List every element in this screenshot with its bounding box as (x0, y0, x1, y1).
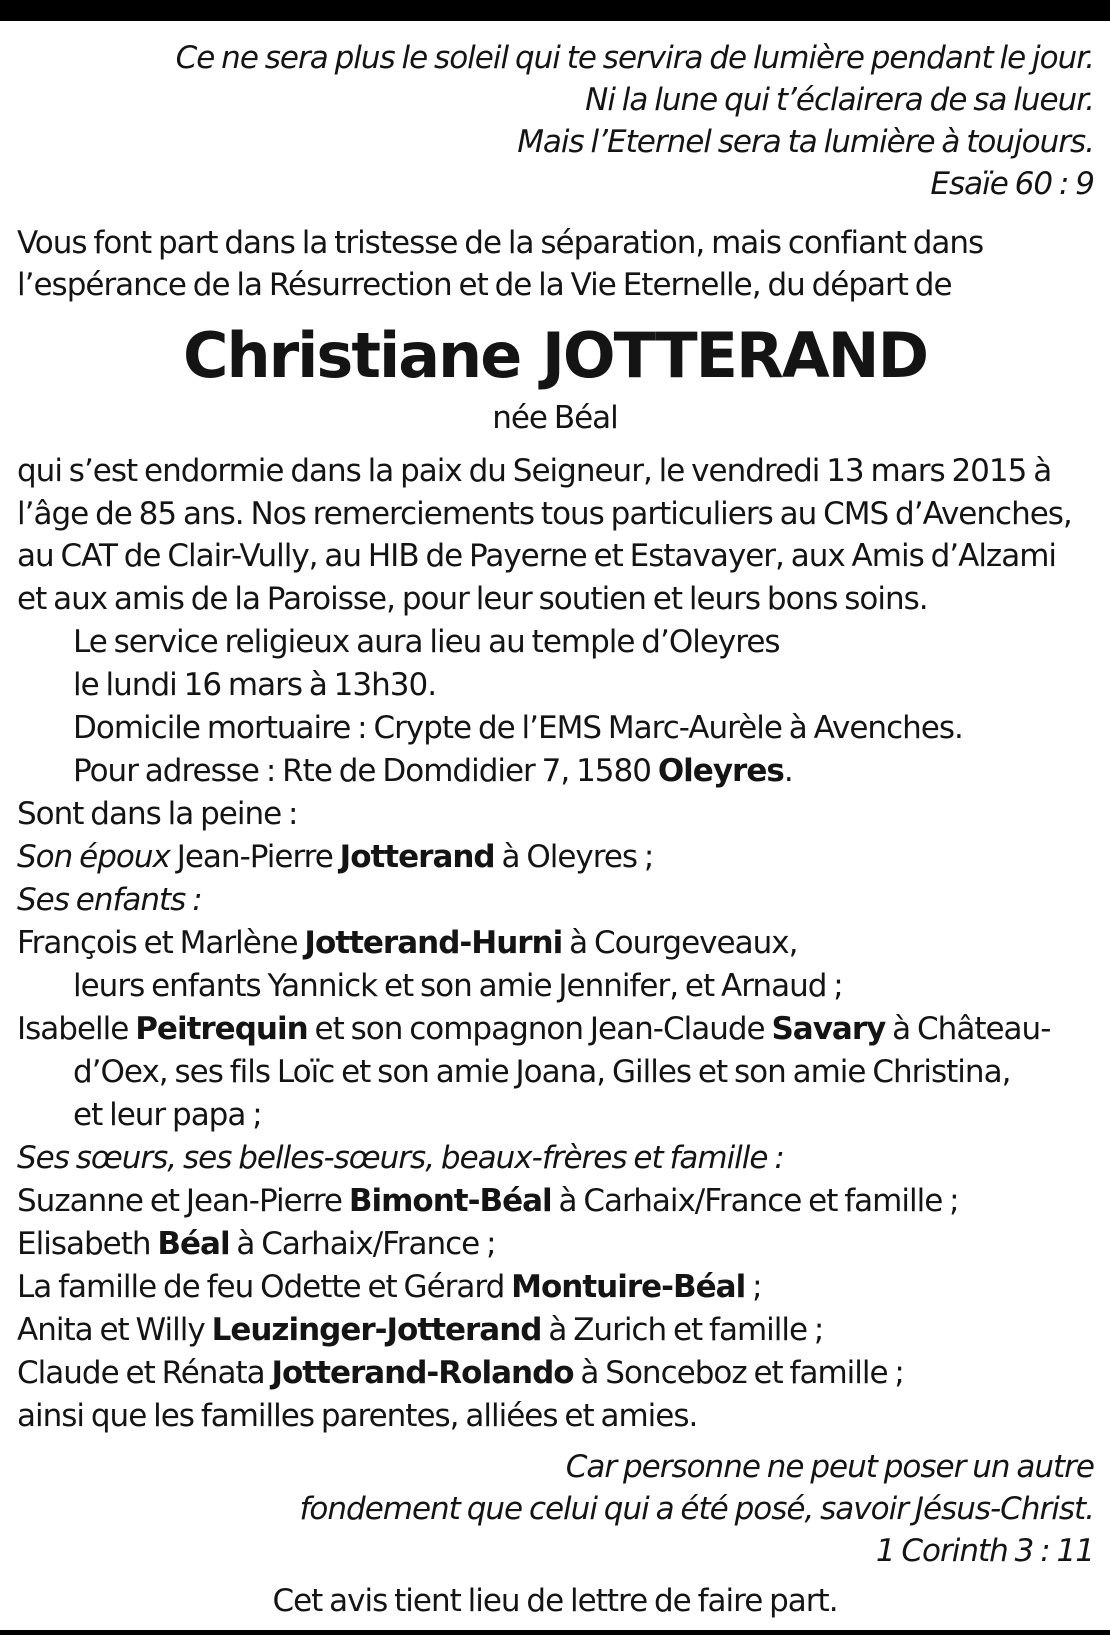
maiden-name: née Béal (492, 400, 618, 436)
address-town: Oleyres (657, 753, 784, 789)
body-line-3: au CAT de Clair-Vully, au HIB de Payerne et Estavayer, aux Amis d’Alzami (17, 538, 1057, 574)
address-suffix: . (783, 753, 793, 789)
sib3-first: La famille de feu Odette et Gérard (17, 1269, 512, 1305)
mourners-closing: ainsi que les familles parentes, alliées et amies. (17, 1398, 698, 1434)
sib2-last: Béal (157, 1226, 230, 1262)
children-heading: Ses enfants : (17, 882, 202, 918)
spouse-role: Son époux (17, 839, 170, 875)
child2-line-1 (17, 1008, 1050, 1051)
child2-first: Isabelle (17, 1011, 136, 1047)
child2-line-3: et leur papa ; (73, 1097, 262, 1133)
sib3-rest: ; (745, 1269, 762, 1305)
verse-bottom-line-1: Car personne ne peut poser un autre (565, 1449, 1094, 1485)
spouse-line (17, 836, 653, 879)
child1-line-2: leurs enfants Yannick et son amie Jennifer, et Arnaud ; (73, 968, 843, 1004)
spouse-first: Jean-Pierre (169, 839, 340, 875)
sibling-line-3 (17, 1266, 762, 1309)
footer-note: Cet avis tient lieu de lettre de faire part. (272, 1583, 838, 1619)
child2-line-2: d’Oex, ses fils Loïc et son amie Joana, Gilles et son amie Christina, (73, 1054, 1011, 1090)
child1-last: Jotterand-Hurni (304, 925, 563, 961)
child1-rest: à Courgeveaux, (562, 925, 798, 961)
sib1-last: Bimont-Béal (348, 1183, 552, 1219)
sib4-first: Anita et Willy (17, 1312, 212, 1348)
sib2-first: Elisabeth (17, 1226, 158, 1262)
siblings-heading: Ses sœurs, ses belles-sœurs, beaux-frères et famille : (17, 1140, 784, 1176)
verse-bottom-line-2: fondement que celui qui a été posé, savoir Jésus-Christ. (299, 1491, 1094, 1527)
verse-top-line-1: Ce ne sera plus le soleil qui te servira de lumière pendant le jour. (175, 40, 1094, 76)
service-line-2: le lundi 16 mars à 13h30. (73, 667, 437, 703)
child2-rest: à Château- (885, 1011, 1051, 1047)
body-line-1: qui s’est endormie dans la paix du Seigneur, le vendredi 13 mars 2015 à (17, 453, 1052, 489)
sibling-line-1 (17, 1180, 959, 1223)
body-line-4: et aux amis de la Paroisse, pour leur soutien et leurs bons soins. (17, 581, 928, 617)
child2-last: Peitrequin (135, 1011, 308, 1047)
child1-first: François et Marlène (17, 925, 305, 961)
child1-line-1 (17, 922, 797, 965)
service-line-3: Domicile mortuaire : Crypte de l’EMS Marc-Aurèle à Avenches. (73, 710, 963, 746)
intro-line-2: l’espérance de la Résurrection et de la Vie Eternelle, du départ de (17, 267, 952, 303)
service-line-1: Le service religieux aura lieu au temple d’Oleyres (73, 624, 780, 660)
verse-top-reference: Esaïe 60 : 9 (930, 166, 1094, 202)
sib4-rest: à Zurich et famille ; (541, 1312, 824, 1348)
verse-top-line-2: Ni la lune qui t’éclairera de sa lueur. (585, 82, 1094, 118)
sib5-first: Claude et Rénata (17, 1355, 272, 1391)
sib1-rest: à Carhaix/France et famille ; (551, 1183, 959, 1219)
child2-middle: et son compagnon Jean-Claude (307, 1011, 772, 1047)
spouse-last: Jotterand (339, 839, 495, 875)
sibling-line-4 (17, 1309, 823, 1352)
sib3-last: Montuire-Béal (511, 1269, 746, 1305)
address-prefix: Pour adresse : Rte de Domdidier 7, 1580 (73, 753, 658, 789)
sib4-last: Leuzinger-Jotterand (211, 1312, 542, 1348)
verse-top-line-3: Mais l’Eternel sera ta lumière à toujours. (517, 124, 1094, 160)
mourners-heading: Sont dans la peine : (17, 796, 298, 832)
sibling-line-5 (17, 1352, 904, 1395)
child2-last2: Savary (771, 1011, 886, 1047)
sib1-first: Suzanne et Jean-Pierre (17, 1183, 349, 1219)
service-address (73, 750, 793, 793)
body-line-2: l’âge de 85 ans. Nos remerciements tous particuliers au CMS d’Avenches, (17, 496, 1072, 532)
sibling-line-2 (17, 1223, 496, 1266)
verse-bottom-reference: 1 Corinth 3 : 11 (875, 1533, 1094, 1569)
sib5-last: Jotterand-Rolando (271, 1355, 574, 1391)
deceased-name: Christiane JOTTERAND (182, 319, 928, 392)
sib2-rest: à Carhaix/France ; (229, 1226, 496, 1262)
spouse-rest: à Oleyres ; (494, 839, 654, 875)
sib5-rest: à Sonceboz et famille ; (573, 1355, 904, 1391)
bottom-border (0, 1630, 1110, 1635)
intro-line-1: Vous font part dans la tristesse de la séparation, mais confiant dans (17, 225, 984, 261)
